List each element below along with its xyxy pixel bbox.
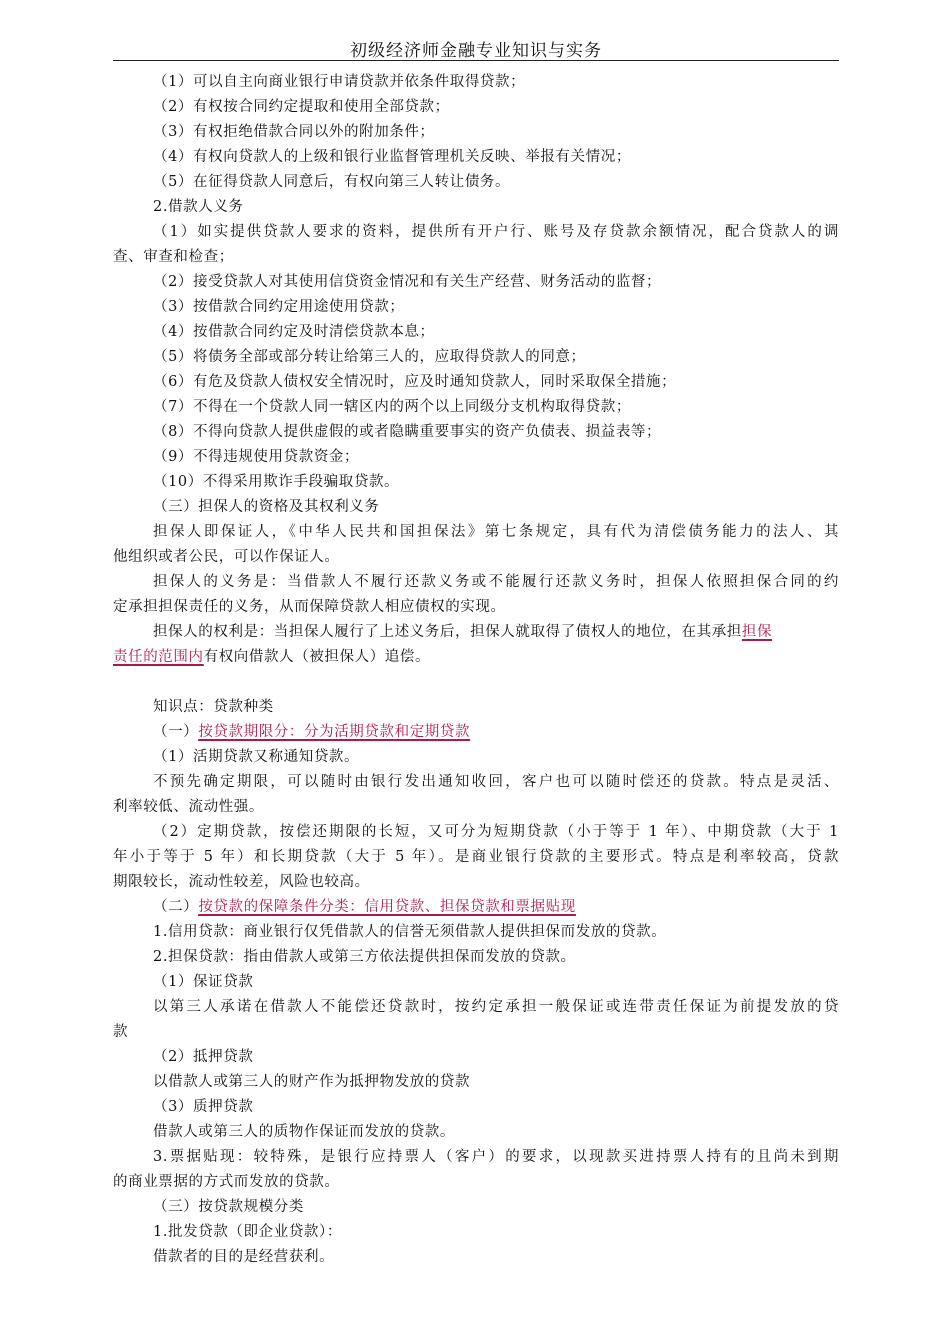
section-heading: 2.借款人义务 [153,199,244,215]
text-line: 借款人或第三人的质物作保证而发放的贷款。 [153,1124,455,1140]
section-heading [113,720,839,745]
text-line: （1）保证贷款 [153,974,254,990]
section-heading [113,895,839,920]
section-heading: （三）按贷款规模分类 [153,1199,304,1215]
text-line [113,620,839,645]
section-heading: （三）担保人的资格及其权利义务 [153,499,380,515]
blank-line [113,670,839,695]
knowledge-point-title: 知识点：贷款种类 [153,699,274,715]
highlighted-text: 担保 [741,624,773,640]
text-line: （2）接受贷款人对其使用信贷资金情况和有关生产经营、财务活动的监督； [153,274,662,290]
text-line: （2）定期贷款，按偿还期限的长短，又可分为短期贷款（小于等于 1 年）、中期贷款（大于 1 [153,824,839,840]
document-body [113,70,839,1270]
highlighted-text: 按贷款的保障条件分类：信用贷款、担保贷款和票据贴现 [198,899,576,915]
text-line: 期限较长，流动性较差，风险也较高。 [113,874,370,890]
text-line: （8）不得向贷款人提供虚假的或者隐瞒重要事实的资产负债表、损益表等； [153,424,662,440]
text-line: （9）不得违规使用贷款资金； [153,449,360,465]
text-line: （3）按借款合同约定用途使用贷款； [153,299,405,315]
text-line: 3.票据贴现：较特殊，是银行应持票人（客户）的要求，以现款买进持票人持有的且尚未到期 [153,1149,839,1165]
text-line: （4）有权向贷款人的上级和银行业监督管理机关反映、举报有关情况； [153,149,631,165]
text-line: 款 [113,1024,129,1040]
text-line: （3）有权拒绝借款合同以外的附加条件； [153,124,435,140]
text-segment: 担保人的权利是：当担保人履行了上述义务后，担保人就取得了债权人的地位，在其承担 [153,624,742,640]
text-line: （5）在征得贷款人同意后，有权向第三人转让债务。 [153,174,511,190]
text-line: （5）将债务全部或部分转让给第三人的，应取得贷款人的同意； [153,349,586,365]
page-header-title: 初级经济师金融专业知识与实务 [350,41,602,61]
text-line: （7）不得在一个贷款人同一辖区内的两个以上同级分支机构取得贷款； [153,399,631,415]
text-line: （1）活期贷款又称通知贷款。 [153,749,360,765]
text-line [113,645,839,670]
header-rule [113,60,839,61]
text-line: （2）抵押贷款 [153,1049,254,1065]
text-line: 不预先确定期限，可以随时由银行发出通知收回，客户也可以随时偿还的贷款。特点是灵活、 [153,774,839,790]
text-line: （10）不得采用欺诈手段骗取贷款。 [153,474,400,490]
text-line: 担保人即保证人，《中华人民共和国担保法》第七条规定，具有代为清偿债务能力的法人、其 [153,524,839,540]
highlighted-text: 责任的范围内 [113,649,204,665]
text-line: 1.批发贷款（即企业贷款）： [153,1224,342,1240]
text-line: 定承担担保责任的义务，从而保障贷款人相应债权的实现。 [113,599,506,615]
text-line: 以借款人或第三人的财产作为抵押物发放的贷款 [153,1074,471,1090]
text-line: （6）有危及贷款人债权安全情况时，应及时通知贷款人，同时采取保全措施； [153,374,677,390]
text-line: 他组织或者公民，可以作保证人。 [113,549,340,565]
highlighted-text: 按贷款期限分：分为活期贷款和定期贷款 [198,724,471,740]
text-segment: （二） [153,899,199,915]
text-line: 查、审查和检查； [113,249,234,265]
text-line: （1）可以自主向商业银行申请贷款并依条件取得贷款； [153,74,526,90]
text-line: 以第三人承诺在借款人不能偿还贷款时，按约定承担一般保证或连带责任保证为前提发放的贷 [153,999,839,1015]
text-line: （4）按借款合同约定及时清偿贷款本息； [153,324,435,340]
text-line: 利率较低、流动性强。 [113,799,264,815]
text-line: 的商业票据的方式而发放的贷款。 [113,1174,340,1190]
text-line: （2）有权按合同约定提取和使用全部贷款； [153,99,450,115]
text-segment: （一） [153,724,199,740]
text-line: 2.担保贷款：指由借款人或第三方依法提供担保而发放的贷款。 [153,949,576,965]
text-line: 担保人的义务是：当借款人不履行还款义务或不能履行还款义务时，担保人依照担保合同的约 [153,574,839,590]
text-line: 年小于等于 5 年）和长期贷款（大于 5 年）。是商业银行贷款的主要形式。特点是利率较高，贷款 [113,849,839,865]
text-line: 借款者的目的是经营获利。 [153,1249,335,1265]
text-line: （1）如实提供贷款人要求的资料，提供所有开户行、账号及存贷款余额情况，配合贷款人的调 [153,224,839,240]
text-segment: 有权向借款人（被担保人）追偿。 [203,649,431,665]
text-line: 1.信用贷款：商业银行仅凭借款人的信誉无须借款人提供担保而发放的贷款。 [153,924,667,940]
text-line: （3）质押贷款 [153,1099,254,1115]
